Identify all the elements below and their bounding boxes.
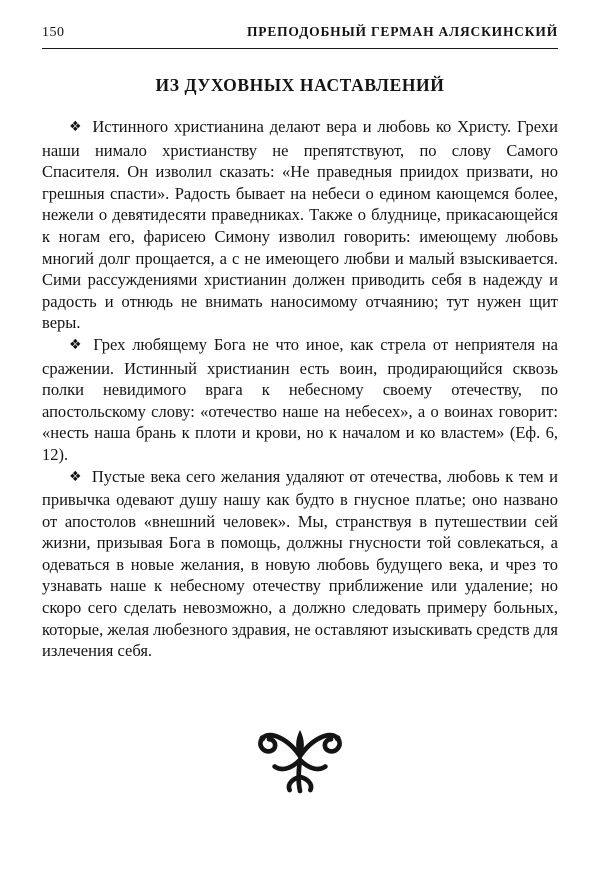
paragraph-text: Грех любящему Бога не что иное, как стрела от неприятеля на сражении. Истинный христианин есть воин, продирающийся сквозь полки невидимого врага к небесному своему отечеству, по апостольскому слову: «отечество наше на небесех», а о воинах говорит: «несть наша брань к плоти и крови, но к началом и ко властем» (Еф. 6, 12). (42, 334, 558, 464)
diamond-marker-icon: ❖ (69, 468, 83, 485)
paragraph (42, 116, 558, 334)
running-head (42, 24, 558, 49)
paragraph (42, 334, 558, 466)
paragraph (42, 466, 558, 662)
diamond-marker-icon: ❖ (69, 336, 85, 353)
page-number: 150 (42, 25, 65, 40)
paragraph-text: Истинного христианина делают вера и любовь ко Христу. Грехи наши нимало христианству не препятствуют, по слову Самого Спасителя. Он изволил сказать: «Не праведныя приидох призвати, но грешныя спасти». Радость бывает на небеси о едином кающемся более, нежели о девятидесяти праведниках. Также о блуднице, прикасающейся к ногам его, фарисею Симону изволил говорить: имеющему любовь многий долг прощается, а с не имеющего любви и малый взыскивается. Сими рассуждениями христианин должен приводить себя в надежду и радость и отнюдь не внимать наносимому отчаянию; тут нужен щит веры. (42, 117, 558, 333)
diamond-marker-icon: ❖ (69, 119, 84, 135)
running-title: ПРЕПОДОБНЫЙ ГЕРМАН АЛЯСКИНСКИЙ (246, 24, 558, 39)
body-text (42, 116, 558, 662)
paragraph-text: Пустые века сего желания удаляют от отечества, любовь к тем и привычка одевают душу нашу как будто в гнусное платье; оно названо от апостолов «внешний человек». Мы, странствуя в путешествии сей жизни, призывая Бога в помощь, должны гнусности той совлекаться, а одеваться в новые желания, в новую любовь будущего века, и чрез то узнавать наше к небесному отечеству приближение или удаление; но скоро сего сделать невозможно, а должно следовать примеру больных, которые, желая любезного здравия, не оставляют изыскивать средств для излечения себя. (42, 466, 558, 661)
ornament-container (42, 720, 558, 803)
section-heading: ИЗ ДУХОВНЫХ НАСТАВЛЕНИЙ (155, 75, 445, 95)
floral-fleuron-icon (253, 720, 347, 798)
